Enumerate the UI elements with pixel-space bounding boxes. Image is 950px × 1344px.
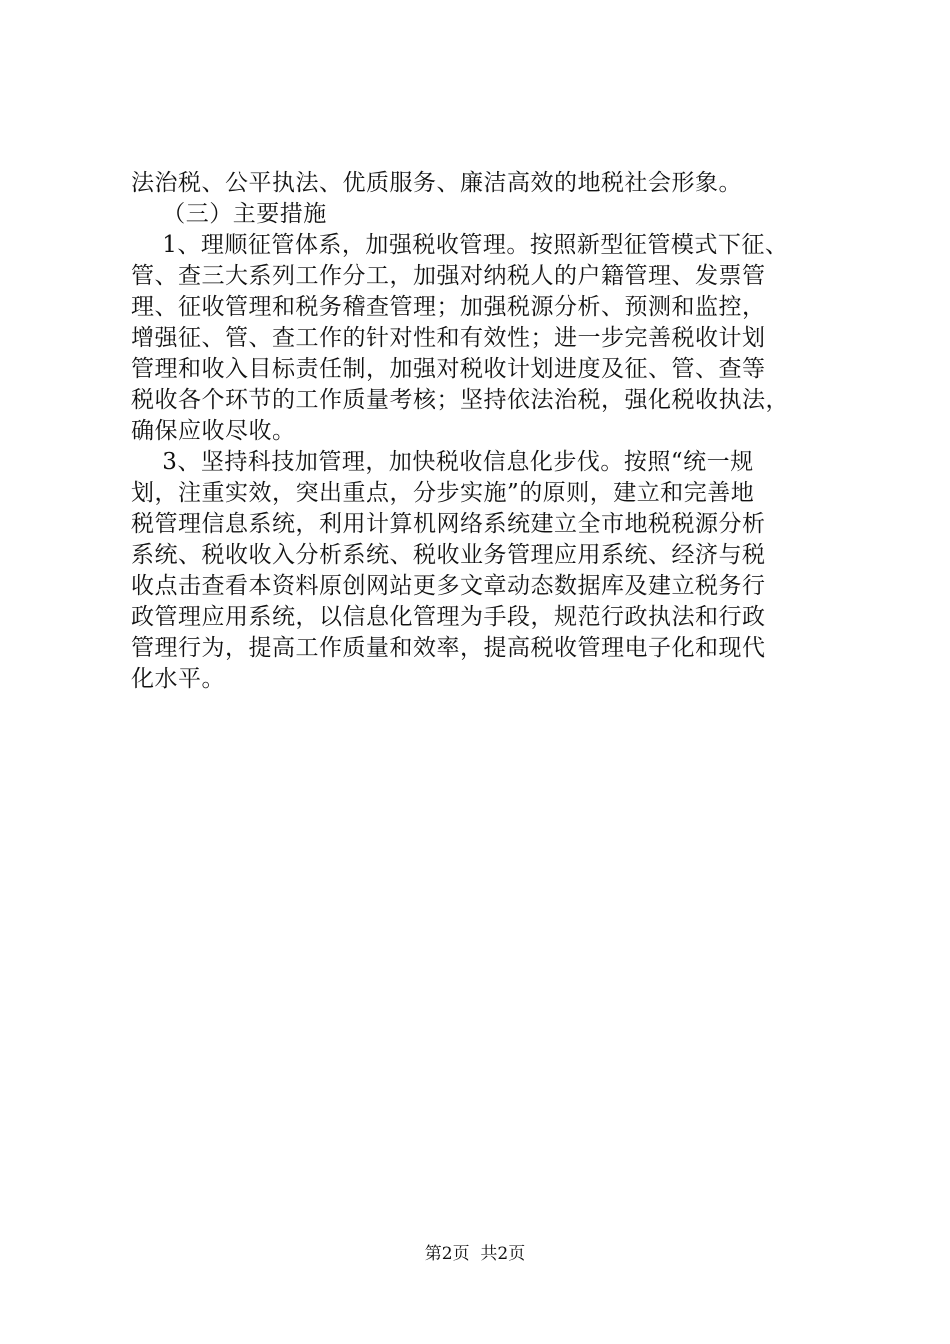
text-line: 管理和收入目标责任制，加强对税收计划进度及征、管、查等 (131, 356, 766, 382)
text-line: 税收各个环节的工作质量考核；坚持依法治税，强化税收执法， (131, 387, 789, 413)
text-line: 政管理应用系统，以信息化管理为手段，规范行政执法和行政 (131, 604, 766, 630)
text-line: 法治税、公平执法、优质服务、廉洁高效的地税社会形象。 (131, 170, 742, 196)
text-line: 管理行为，提高工作质量和效率，提高税收管理电子化和现代 (131, 635, 766, 661)
text-line: 管、查三大系列工作分工，加强对纳税人的户籍管理、发票管 (131, 263, 766, 289)
document-body (131, 168, 831, 695)
text-line: 收点击查看本资料原创网站更多文章动态数据库及建立税务行 (131, 573, 766, 599)
text-line: 3、坚持科技加管理，加快税收信息化步伐。按照“统一规 (131, 449, 754, 475)
text-line: 1、理顺征管体系，加强税收管理。按照新型征管模式下征、 (131, 232, 789, 258)
text-line: 系统、税收收入分析系统、税收业务管理应用系统、经济与税 (131, 542, 766, 568)
text-line: 税管理信息系统，利用计算机网络系统建立全市地税税源分析 (131, 511, 766, 537)
text-line: 理、征收管理和税务稽查管理；加强税源分析、预测和监控， (131, 294, 766, 320)
section-heading: （三）主要措施 (131, 201, 327, 227)
text-line: 确保应收尽收。 (131, 418, 296, 444)
text-line: 增强征、管、查工作的针对性和有效性；进一步完善税收计划 (131, 325, 766, 351)
text-line: 划，注重实效，突出重点，分步实施”的原则，建立和完善地 (131, 480, 755, 506)
text-line: 化水平。 (131, 666, 225, 692)
page-number-footer: 第2页 共2页 (424, 1244, 526, 1264)
